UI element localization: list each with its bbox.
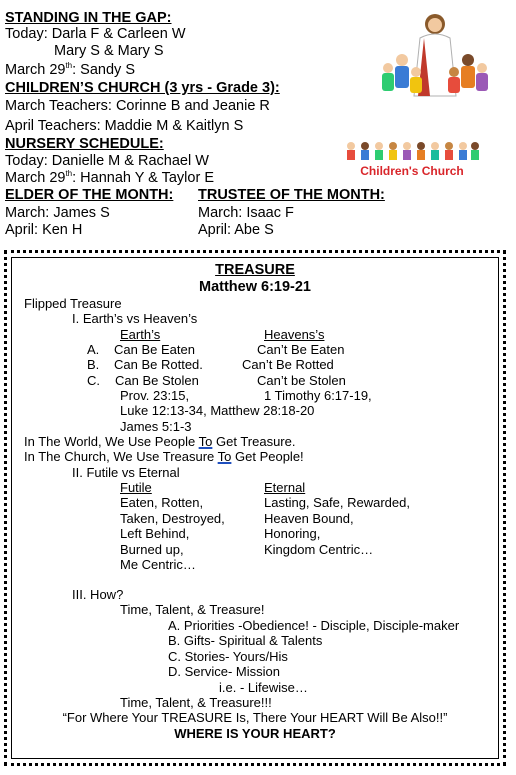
reference-prov: Prov. 23:15, xyxy=(120,388,190,403)
futile-item-5: Me Centric… xyxy=(120,557,196,572)
row-b-label: B. xyxy=(87,357,100,372)
reference-luke-matthew: Luke 12:13-34, Matthew 28:18-20 xyxy=(120,403,315,418)
nursery-title: NURSERY SCHEDULE: xyxy=(5,136,164,152)
childrens-church-logo xyxy=(343,140,481,180)
church-statement: In The Church, We Use Treasure To Get People! xyxy=(24,449,304,464)
nursery-march: March 29th: Hannah Y & Taylor E xyxy=(5,169,214,186)
futile-item-4: Burned up, xyxy=(120,542,184,557)
section-3-heading: III. How? xyxy=(72,587,124,602)
trustee-april: April: Abe S xyxy=(198,222,274,238)
row-c-heaven: Can’t be Stolen xyxy=(257,373,346,388)
futile-column-heading: Futile xyxy=(120,480,152,495)
row-a-heaven: Can’t Be Eaten xyxy=(257,342,345,357)
eternal-column-heading: Eternal xyxy=(264,480,306,495)
point-a: A. Priorities -Obedience! - Disciple, Disciple-maker xyxy=(168,618,460,633)
standing-title: STANDING IN THE GAP: xyxy=(5,10,172,26)
row-a-earth: Can Be Eaten xyxy=(114,342,195,357)
heavens-column-heading: Heavens’s xyxy=(264,327,325,342)
futile-item-1: Eaten, Rotten, xyxy=(120,495,204,510)
closing-question: WHERE IS YOUR HEART? xyxy=(174,726,336,741)
sermon-title: TREASURE xyxy=(215,262,295,278)
earths-column-heading: Earth’s xyxy=(120,327,161,342)
ie-lifewise: i.e. - Lifewise… xyxy=(219,680,308,695)
standing-today: Today: Darla F & Carleen W xyxy=(5,26,186,42)
section-1-heading: I. Earth’s vs Heaven’s xyxy=(72,311,198,326)
reference-james: James 5:1-3 xyxy=(120,419,192,434)
childrens-title: CHILDREN’S CHURCH (3 yrs - Grade 3): xyxy=(5,80,280,96)
trustee-title: TRUSTEE OF THE MONTH: xyxy=(198,187,385,203)
futile-item-3: Left Behind, xyxy=(120,526,190,541)
eternal-item-1: Lasting, Safe, Rewarded, xyxy=(264,495,410,510)
point-b: B. Gifts- Spiritual & Talents xyxy=(168,633,323,648)
row-b-heaven: Can’t Be Rotted xyxy=(242,357,334,372)
sermon-reference: Matthew 6:19-21 xyxy=(198,279,311,295)
elder-march: March: James S xyxy=(5,205,110,221)
elder-title: ELDER OF THE MONTH: xyxy=(5,187,174,203)
standing-march: March 29th: Sandy S xyxy=(5,61,135,78)
row-c-earth: Can Be Stolen xyxy=(115,373,199,388)
reference-timothy: 1 Timothy 6:17-19, xyxy=(264,388,372,403)
eternal-item-4: Kingdom Centric… xyxy=(264,542,374,557)
standing-today-2: Mary S & Mary S xyxy=(54,43,164,59)
trustee-march: March: Isaac F xyxy=(198,205,294,221)
section-2-heading: II. Futile vs Eternal xyxy=(72,465,180,480)
elder-april: April: Ken H xyxy=(5,222,83,238)
jesus-with-children-illustration xyxy=(380,8,490,98)
eternal-item-2: Heaven Bound, xyxy=(264,511,354,526)
sermon-intro: Flipped Treasure xyxy=(24,296,122,311)
futile-item-2: Taken, Destroyed, xyxy=(120,511,225,526)
row-c-label: C. xyxy=(87,373,100,388)
eternal-item-3: Honoring, xyxy=(264,526,321,541)
time-talent-treasure-2: Time, Talent, & Treasure!!! xyxy=(120,695,272,710)
nursery-today: Today: Danielle M & Rachael W xyxy=(5,153,209,169)
world-statement: In The World, We Use People To Get Treasure. xyxy=(24,434,296,449)
row-a-label: A. xyxy=(87,342,100,357)
childrens-church-logo-text: Children's Church xyxy=(360,164,464,178)
childrens-march: March Teachers: Corinne B and Jeanie R xyxy=(5,98,270,114)
childrens-april: April Teachers: Maddie M & Kaitlyn S xyxy=(5,118,244,134)
time-talent-treasure: Time, Talent, & Treasure! xyxy=(120,602,265,617)
closing-quote: “For Where Your TREASURE Is, There Your HEART Will Be Also!!” xyxy=(62,710,448,725)
point-c: C. Stories- Yours/His xyxy=(168,649,288,664)
row-b-earth: Can Be Rotted. xyxy=(114,357,203,372)
point-d: D. Service- Mission xyxy=(168,664,280,679)
